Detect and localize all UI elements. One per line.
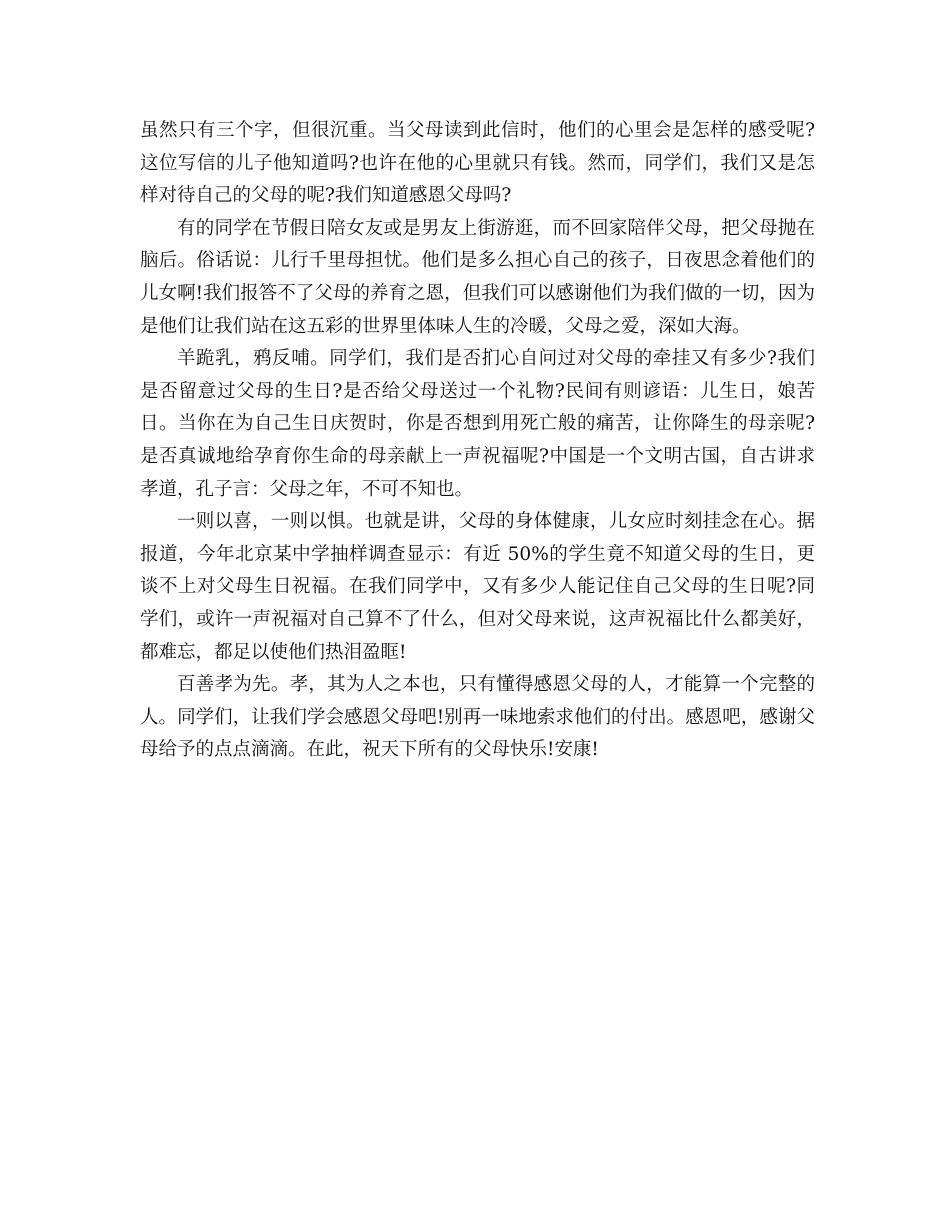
paragraph-4: 一则以喜，一则以惧。也就是讲，父母的身体健康，儿女应时刻挂念在心。据报道，今年北京某中学抽样调查显示：有近 50%的学生竟不知道父母的生日，更谈不上对父母生日祝福。在我们同学中，又有多少人能记住自己父母的生日呢?同学们，或许一声祝福对自己算不了什么，但对父母来说，这声祝福比什么都美好，都难忘，都足以使他们热泪盈眶! — [140, 511, 815, 663]
paragraph-3: 羊跪乳，鸦反哺。同学们，我们是否扪心自问过对父母的牵挂又有多少?我们是否留意过父母的生日?是否给父母送过一个礼物?民间有则谚语：儿生日，娘苦日。当你在为自己生日庆贺时，你是否想到用死亡般的痛苦，让你降生的母亲呢?是否真诚地给孕育你生命的母亲献上一声祝福呢?中国是一个文明古国，自古讲求孝道，孔子言：父母之年，不可不知也。 — [140, 348, 815, 500]
paragraph-1: 虽然只有三个字，但很沉重。当父母读到此信时，他们的心里会是怎样的感受呢?这位写信的儿子他知道吗?也许在他的心里就只有钱。然而，同学们，我们又是怎样对待自己的父母的呢?我们知道感恩父母吗? — [140, 120, 815, 207]
document-body — [140, 115, 815, 767]
paragraph-2: 有的同学在节假日陪女友或是男友上街游逛，而不回家陪伴父母，把父母抛在脑后。俗话说：儿行千里母担忧。他们是多么担心自己的孩子，日夜思念着他们的儿女啊!我们报答不了父母的养育之恩，但我们可以感谢他们为我们做的一切，因为是他们让我们站在这五彩的世界里体味人生的冷暖，父母之爱，深如大海。 — [140, 217, 815, 337]
paragraph-5: 百善孝为先。孝，其为人之本也，只有懂得感恩父母的人，才能算一个完整的人。同学们，让我们学会感恩父母吧!别再一味地索求他们的付出。感恩吧，感谢父母给予的点点滴滴。在此，祝天下所有的父母快乐!安康! — [140, 674, 815, 761]
